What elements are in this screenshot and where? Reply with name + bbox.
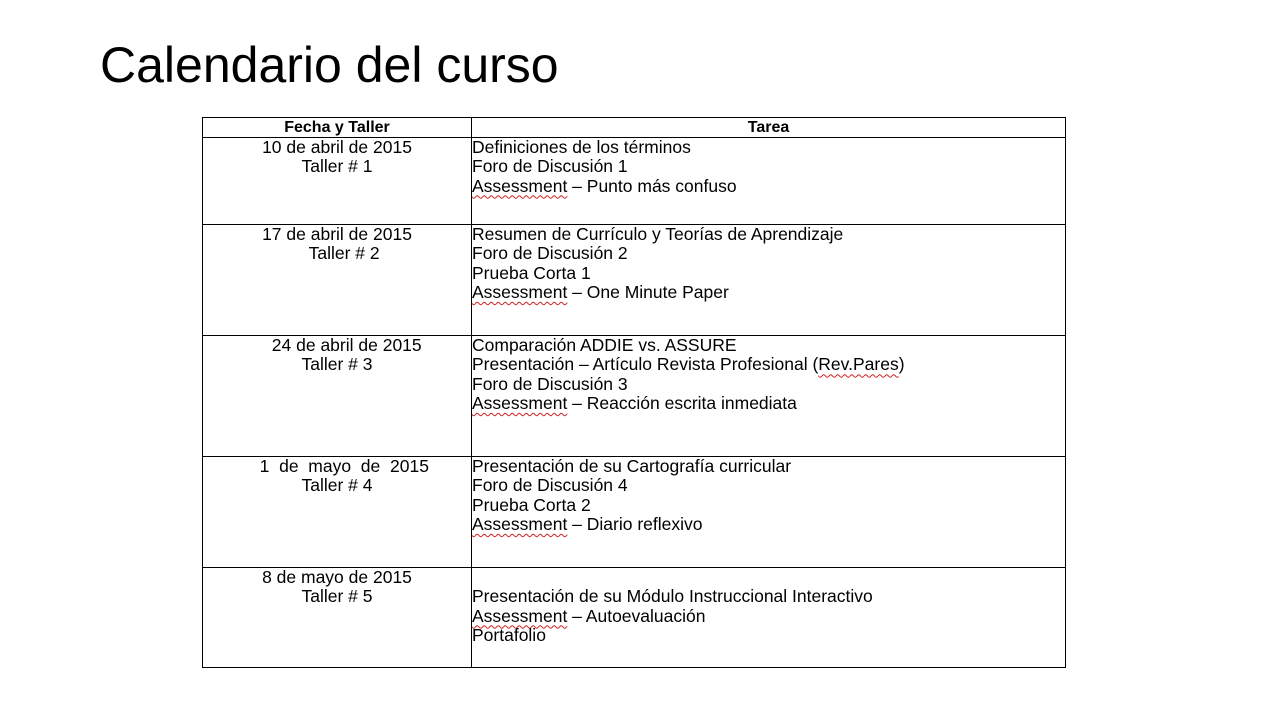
task-cell	[472, 457, 1066, 568]
task-item	[472, 177, 1065, 196]
task-text: – Reacción escrita inmediata	[567, 392, 797, 413]
task-text: – Autoevaluación	[567, 605, 706, 626]
spellcheck-word: Assessment	[472, 513, 568, 534]
task-item	[472, 568, 1065, 587]
session-date: 10 de abril de 2015	[262, 137, 412, 157]
task-text: Prueba Corta 1	[472, 262, 591, 283]
course-schedule-table	[202, 117, 1066, 668]
task-text: Presentación de su Módulo Instruccional Interactivo	[472, 586, 873, 607]
task-text: Resumen de Currículo y Teorías de Aprendizaje	[472, 224, 844, 244]
task-item	[472, 225, 1065, 244]
task-text: – One Minute Paper	[567, 281, 729, 302]
date-workshop-cell	[203, 457, 472, 568]
spellcheck-word: Rev.Pares	[818, 354, 899, 375]
task-text: Presentación – Artículo Revista Profesional (	[472, 354, 819, 375]
table-header-row	[203, 118, 1066, 138]
task-text: )	[898, 354, 905, 375]
task-cell	[472, 336, 1066, 457]
table-row	[203, 336, 1066, 457]
workshop-number: Taller # 4	[301, 475, 373, 496]
task-cell	[472, 138, 1066, 225]
task-item	[472, 138, 1065, 157]
task-text: Presentación de su Cartografía curricular	[472, 456, 792, 476]
spellcheck-word: Assessment	[472, 281, 568, 302]
task-item	[472, 626, 1065, 645]
task-cell	[472, 568, 1066, 668]
workshop-number: Taller # 2	[294, 243, 380, 264]
date-workshop-cell	[203, 336, 472, 457]
task-text: – Diario reflexivo	[567, 513, 703, 534]
session-date: 17 de abril de 2015	[262, 224, 412, 244]
task-item	[472, 394, 1065, 413]
task-text: Prueba Corta 2	[472, 494, 591, 515]
task-item	[472, 476, 1065, 495]
task-cell	[472, 225, 1066, 336]
table-row	[203, 457, 1066, 568]
task-text: Foro de Discusión 1	[472, 156, 628, 177]
task-text: Foro de Discusión 4	[472, 475, 628, 496]
workshop-number: Taller # 3	[301, 354, 373, 375]
task-text: Portafolio	[472, 624, 546, 645]
task-item	[472, 157, 1065, 176]
task-text	[472, 567, 477, 587]
spellcheck-word: Assessment	[472, 605, 568, 626]
workshop-number: Taller # 5	[301, 586, 373, 607]
task-text: Definiciones de los términos	[472, 137, 691, 157]
date-workshop-cell	[203, 138, 472, 225]
page-title: Calendario del curso	[100, 37, 559, 93]
task-text: – Punto más confuso	[567, 175, 737, 196]
task-text: Foro de Discusión 3	[472, 373, 628, 394]
task-item	[472, 264, 1065, 283]
task-item	[472, 496, 1065, 515]
task-text: Comparación ADDIE vs. ASSURE	[472, 335, 737, 355]
date-workshop-cell	[203, 568, 472, 668]
workshop-number: Taller # 1	[301, 156, 373, 177]
table-row	[203, 568, 1066, 668]
session-date: 8 de mayo de 2015	[262, 567, 412, 587]
session-date: 1 de mayo de 2015	[245, 456, 429, 476]
task-text: Foro de Discusión 2	[472, 243, 628, 264]
table-row	[203, 138, 1066, 225]
spellcheck-word: Assessment	[472, 175, 568, 196]
task-item	[472, 607, 1065, 626]
spellcheck-word: Assessment	[472, 392, 568, 413]
task-item	[472, 244, 1065, 263]
task-item	[472, 515, 1065, 534]
task-item	[472, 587, 1065, 606]
task-item	[472, 283, 1065, 302]
session-date: 24 de abril de 2015	[252, 335, 422, 355]
task-item	[472, 457, 1065, 476]
header-task: Tarea	[472, 118, 1066, 138]
task-item	[472, 355, 1065, 374]
task-item	[472, 375, 1065, 394]
table-row	[203, 225, 1066, 336]
date-workshop-cell	[203, 225, 472, 336]
task-item	[472, 336, 1065, 355]
header-date-workshop: Fecha y Taller	[203, 118, 472, 138]
